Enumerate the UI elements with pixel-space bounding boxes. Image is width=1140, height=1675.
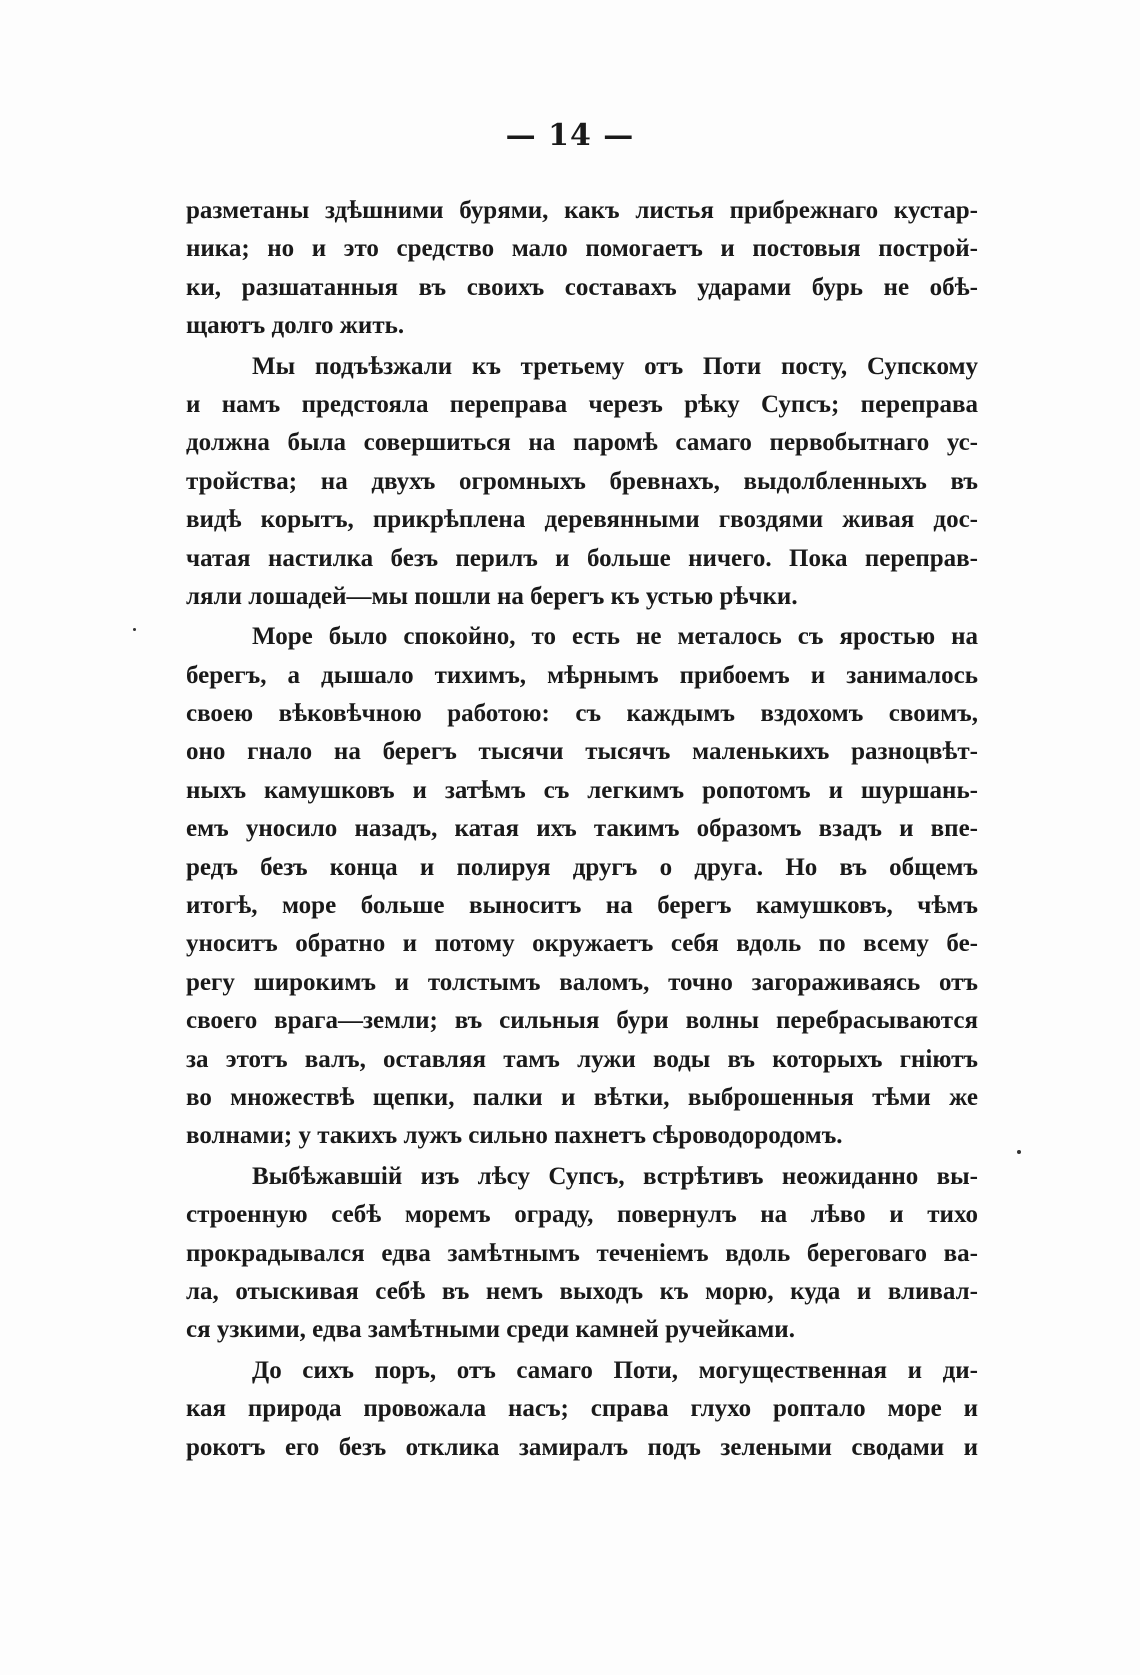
text-line: ла, отыскивая себѣ въ немъ выходъ къ морю, куда и вливал- <box>186 1277 978 1305</box>
text-line: оно гнало на берегъ тысячи тысячъ маленькихъ разноцвѣт- <box>186 738 978 766</box>
text-line: Выбѣжавшій изъ лѣсу Супсъ, встрѣтивъ неожиданно вы- <box>252 1162 978 1190</box>
text-line: Море было спокойно, то есть не металось съ яростью на <box>252 623 978 651</box>
text-line: волнами; у такихъ лужъ сильно пахнетъ сѣроводородомъ. <box>186 1122 843 1150</box>
text-line: До сихъ поръ, отъ самаго Поти, могущественная и ди- <box>252 1356 978 1384</box>
text-line: уноситъ обратно и потому окружаетъ себя вдоль по всему бе- <box>186 930 978 958</box>
text-line: за этотъ валъ, оставляя тамъ лужи воды въ которыхъ гніютъ <box>186 1045 978 1073</box>
text-line: во множествѣ щепки, палки и вѣтки, выброшенныя тѣми же <box>186 1083 978 1111</box>
text-line: редъ безъ конца и полируя другъ о друга. Но въ общемъ <box>186 853 978 881</box>
text-line: ки, разшатанныя въ своихъ составахъ ударами бурь не обѣ- <box>186 273 978 301</box>
text-line: рокотъ его безъ отклика замиралъ подъ зелеными сводами и <box>186 1433 978 1461</box>
text-line: кая природа провожала насъ; справа глухо роптало море и <box>186 1395 978 1423</box>
text-line: Мы подъѣзжали къ третьему отъ Поти посту, Супскому <box>252 352 978 380</box>
body-text <box>186 192 978 1467</box>
text-line: своею вѣковѣчною работою: съ каждымъ вздохомъ своимъ, <box>186 700 978 728</box>
text-line: видѣ корытъ, прикрѣплена деревянными гвоздями живая дос- <box>186 506 978 534</box>
text-line: тройства; на двухъ огромныхъ бревнахъ, выдолбленныхъ въ <box>186 467 978 495</box>
print-speck <box>1017 1150 1021 1154</box>
paragraph-2 <box>186 348 978 617</box>
text-line: ся узкими, едва замѣтными среди камней ручейками. <box>186 1316 795 1344</box>
text-line: разметаны здѣшними бурями, какъ листья прибрежнаго кустар- <box>186 197 978 224</box>
text-line: ляли лошадей—мы пошли на берегъ къ устью рѣчки. <box>186 582 798 610</box>
paragraph-3 <box>186 618 978 1155</box>
text-line: ника; но и это средство мало помогаетъ и постовыя построй- <box>186 235 978 263</box>
print-speck <box>133 628 136 631</box>
text-line: своего врага—земли; въ сильныя бури волны перебрасываются <box>186 1007 978 1035</box>
text-line: итогѣ, море больше выноситъ на берегъ камушковъ, чѣмъ <box>186 892 978 920</box>
text-line: строенную себѣ моремъ ограду, повернулъ на лѣво и тихо <box>186 1201 978 1229</box>
text-line: прокрадывался едва замѣтнымъ теченіемъ вдоль береговаго ва- <box>186 1239 978 1267</box>
text-line: ныхъ камушковъ и затѣмъ съ легкимъ ропотомъ и шуршань- <box>186 776 978 804</box>
paragraph-1 <box>186 192 978 346</box>
text-line: щаютъ долго жить. <box>186 312 405 340</box>
page-number: — 14 — <box>505 118 635 153</box>
text-line: регу широкимъ и толстымъ валомъ, точно загораживаясь отъ <box>186 968 978 996</box>
text-line: емъ уносило назадъ, катая ихъ такимъ образомъ взадъ и впе- <box>186 815 978 843</box>
text-line: чатая настилка безъ перилъ и больше ничего. Пока переправ- <box>186 544 978 572</box>
paragraph-5 <box>186 1352 978 1467</box>
paragraph-4 <box>186 1158 978 1350</box>
text-line: берегъ, а дышало тихимъ, мѣрнымъ прибоемъ и занималось <box>186 661 978 689</box>
text-line: должна была совершиться на паромѣ самаго первобытнаго ус- <box>186 429 978 457</box>
text-line: и намъ предстояла переправа черезъ рѣку Супсъ; переправа <box>186 390 978 418</box>
